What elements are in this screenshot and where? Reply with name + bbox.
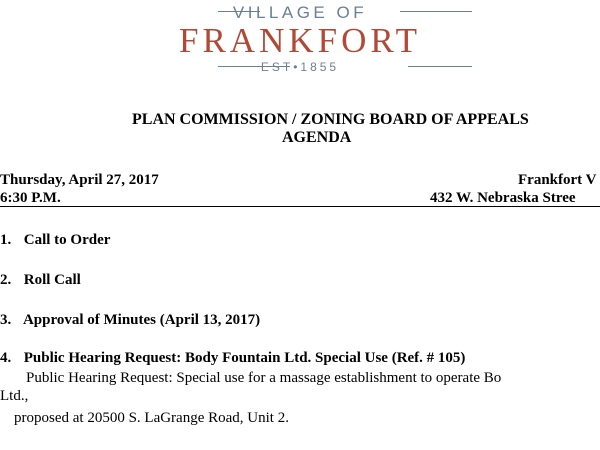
- agenda-item-number: 2.: [0, 272, 12, 288]
- agenda-item-title: Roll Call: [23, 272, 81, 288]
- location-address: 432 W. Nebraska Stree: [430, 190, 576, 206]
- agenda-item-title: Approval of Minutes (April 13, 2017): [22, 312, 261, 328]
- agenda-item: [0, 350, 465, 367]
- agenda-item-number: 4.: [0, 350, 12, 366]
- agenda-item: [0, 232, 110, 249]
- logo-established: EST•1855: [260, 60, 340, 74]
- meeting-time: 6:30 P.M.: [0, 190, 61, 206]
- agenda-item: [0, 312, 260, 329]
- meeting-date: Thursday, April 27, 2017: [0, 172, 159, 188]
- item-description-line: proposed at 20500 S. LaGrange Road, Unit 2.: [14, 410, 289, 426]
- agenda-item-title: Call to Order: [23, 232, 111, 248]
- location-name: Frankfort V: [518, 172, 597, 188]
- agenda-item-number: 1.: [0, 232, 12, 248]
- document-subtitle: AGENDA: [282, 129, 352, 146]
- agenda-item-title: Public Hearing Request: Body Fountain Ltd. Special Use (Ref. # 105): [23, 350, 466, 366]
- meeting-date-time: [0, 171, 159, 207]
- item-description-line: Ltd.,: [0, 388, 29, 404]
- agenda-item: [0, 272, 81, 289]
- agenda-item-number: 3.: [0, 312, 12, 328]
- document-title: PLAN COMMISSION / ZONING BOARD OF APPEALS: [132, 111, 529, 128]
- logo-frankfort: FRANKFORT: [178, 21, 421, 60]
- logo-village-of: VILLAGE OF: [232, 3, 368, 22]
- header-divider: [0, 206, 600, 207]
- meeting-location: [430, 171, 600, 207]
- item-description-line: Public Hearing Request: Special use for a massage establishment to operate Bo: [26, 370, 502, 386]
